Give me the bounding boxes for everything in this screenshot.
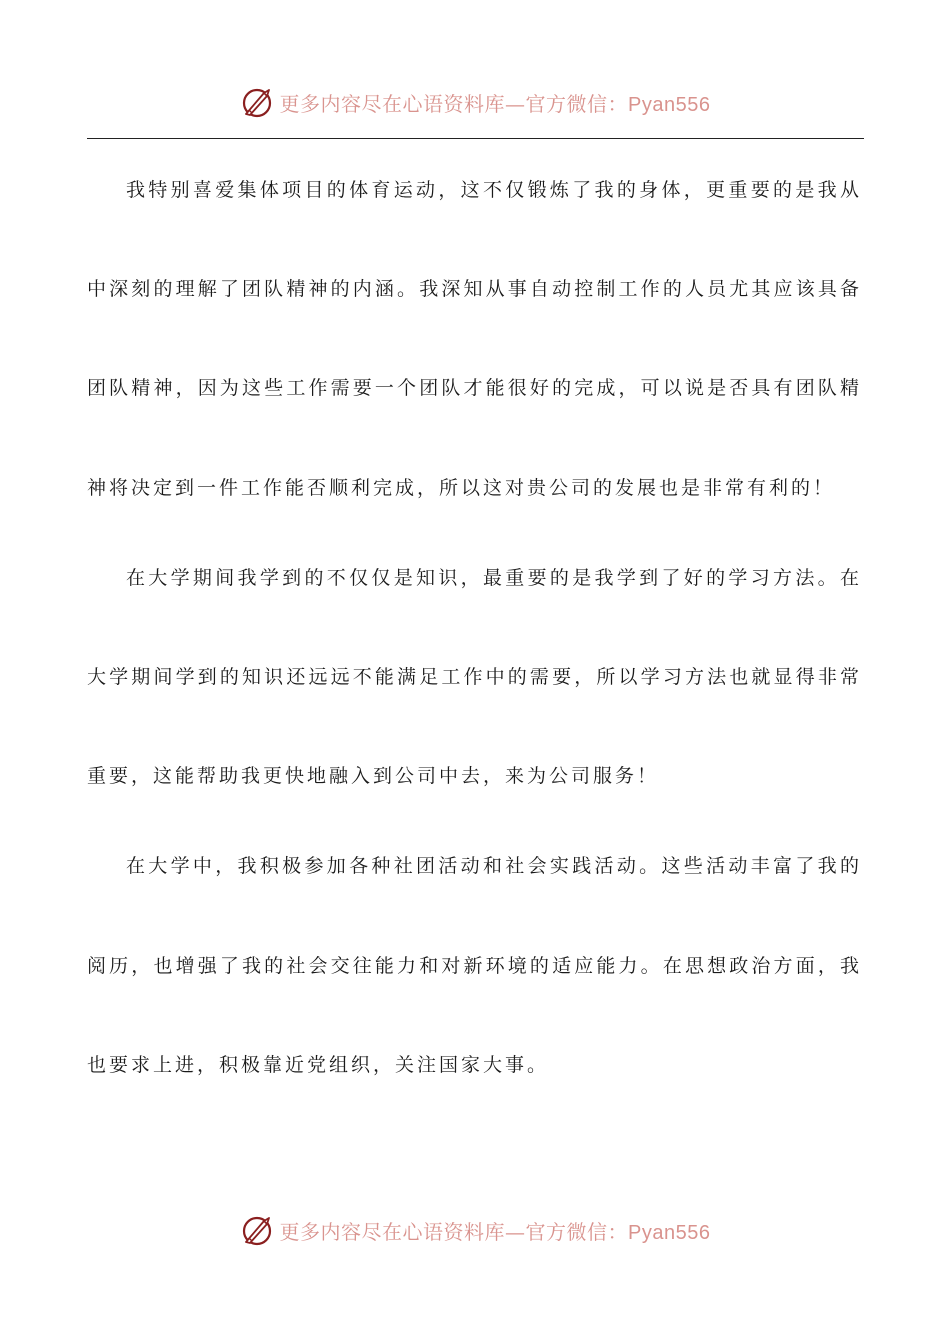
paragraph-3: 在大学中，我积极参加各种社团活动和社会实践活动。这些活动丰富了我的阅历，也增强了我的社会交往能力和对新环境的适应能力。在思想政治方面，我也要求上进，积极靠近党组织，关注国家大事。 bbox=[87, 855, 862, 1076]
pen-in-circle-icon bbox=[240, 84, 276, 120]
header-divider bbox=[87, 138, 864, 139]
paragraph-1: 我特别喜爱集体项目的体育运动，这不仅锻炼了我的身体，更重要的是我从中深刻的理解了团队精神的内涵。我深知从事自动控制工作的人员尤其应该具备团队精神，因为这些工作需要一个团队才能很好的完成，可以说是否具有团队精神将决定到一件工作能否顺利完成，所以这对贵公司的发展也是非常有利的！ bbox=[87, 179, 862, 499]
pen-in-circle-icon bbox=[240, 1212, 276, 1248]
header-wechat-id: Pyan556 bbox=[628, 93, 711, 116]
document-body bbox=[87, 141, 862, 1106]
footer-wechat-id: Pyan556 bbox=[628, 1221, 711, 1244]
paragraph-2: 在大学期间我学到的不仅仅是知识，最重要的是我学到了好的学习方法。在大学期间学到的知识还远远不能满足工作中的需要，所以学习方法也就显得非常重要，这能帮助我更快地融入到公司中去，来为公司服务！ bbox=[87, 566, 862, 788]
header-banner-text: 更多内容尽在心语资料库—官方微信： bbox=[279, 91, 629, 116]
header-banner bbox=[0, 80, 950, 124]
footer-banner-text: 更多内容尽在心语资料库—官方微信： bbox=[279, 1219, 629, 1244]
footer-banner bbox=[0, 1208, 950, 1252]
